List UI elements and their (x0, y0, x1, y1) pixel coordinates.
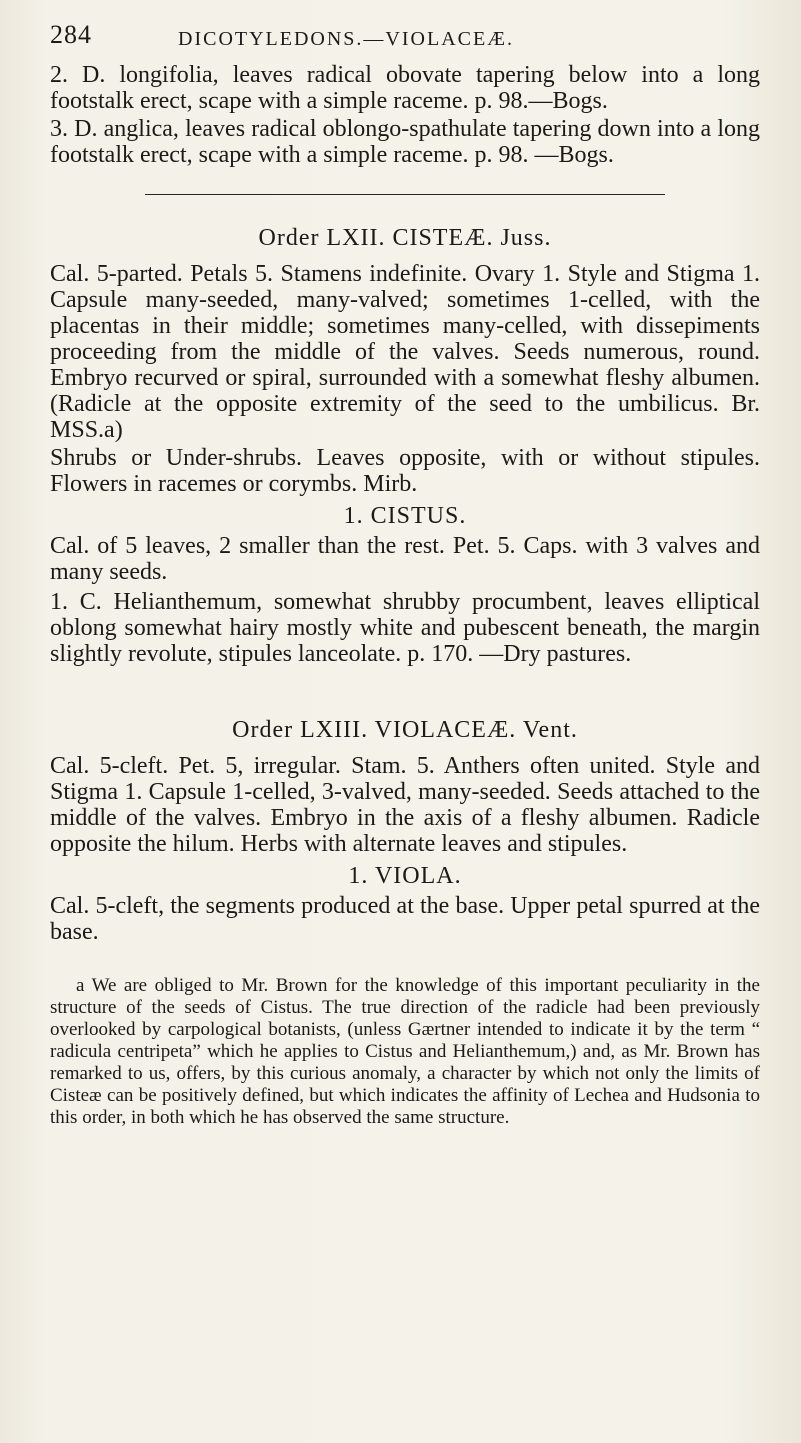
genus-viola-heading: 1. VIOLA. (348, 863, 462, 889)
genus-viola-characters: Cal. 5-cleft, the segments produced at the base. Upper petal spurred at the base. (50, 893, 760, 945)
page-header (50, 22, 760, 62)
order-lxii-description: Cal. 5-parted. Petals 5. Stamens indefinite. Ovary 1. Style and Stigma 1. Capsule many-seeded, many-valved; sometimes 1-celled, with the placentas in their middle; sometimes many-celled, with dissepiments proceeding from the middle of the valves. Seeds numerous, round. Embryo recurved or spiral, surrounded with a somewhat fleshy albumen. (Radicle at the opposite extremity of the seed to the umbilicus. Br. MSS.a) (50, 261, 760, 443)
section-spacer (50, 667, 760, 717)
genus-cistus-characters: Cal. of 5 leaves, 2 smaller than the rest. Pet. 5. Caps. with 3 valves and many seeds. (50, 533, 760, 585)
page-number: 284 (50, 20, 92, 49)
species-entry-cistus-helianthemum: 1. C. Helianthemum, somewhat shrubby procumbent, leaves elliptical oblong somewhat hairy mostly white and pubescent beneath, the margin slightly revolute, stipules lanceolate. p. 170. —Dry pastures. (50, 589, 760, 667)
page-content (50, 22, 760, 1129)
order-lxii-title: Order LXII. CISTEÆ. Juss. (258, 225, 552, 251)
order-lxiii-description: Cal. 5-cleft. Pet. 5, irregular. Stam. 5. Anthers often united. Style and Stigma 1. Capsule 1-celled, 3-valved, many-seeded. Seeds attached to the middle of the valves. Embryo in the axis of a fleshy albumen. Radicle opposite the hilum. Herbs with alternate leaves and stipules. (50, 753, 760, 857)
species-entry-drosera-longifolia: 2. D. longifolia, leaves radical obovate tapering below into a long footstalk erect, scape with a simple raceme. p. 98.—Bogs. (50, 62, 760, 114)
footnote: a We are obliged to Mr. Brown for the knowledge of this important peculiarity in the structure of the seeds of Cistus. The true direction of the radicle had been previously overlooked by carpological botanists, (unless Gærtner intended to indicate it by the term “ radicula centripeta” which he applies to Cistus and Helianthemum,) and, as Mr. Brown has remarked to us, offers, by this curious anomaly, a character by which not only the limits of Cisteæ can be positively defined, but which indicates the affinity of Lechea and Hudsonia to this order, in both which he has observed the same structure. (50, 975, 760, 1128)
section-divider (145, 194, 665, 195)
order-lxiii-title: Order LXIII. VIOLACEÆ. Vent. (232, 717, 578, 743)
species-entry-drosera-anglica: 3. D. anglica, leaves radical oblongo-spathulate tapering down into a long footstalk erect, scape with a simple raceme. p. 98. —Bogs. (50, 116, 760, 168)
genus-cistus-heading: 1. CISTUS. (343, 503, 467, 529)
running-head: DICOTYLEDONS.—VIOLACEÆ. (178, 28, 514, 50)
order-lxii-habit: Shrubs or Under-shrubs. Leaves opposite, with or without stipules. Flowers in racemes or corymbs. Mirb. (50, 445, 760, 497)
